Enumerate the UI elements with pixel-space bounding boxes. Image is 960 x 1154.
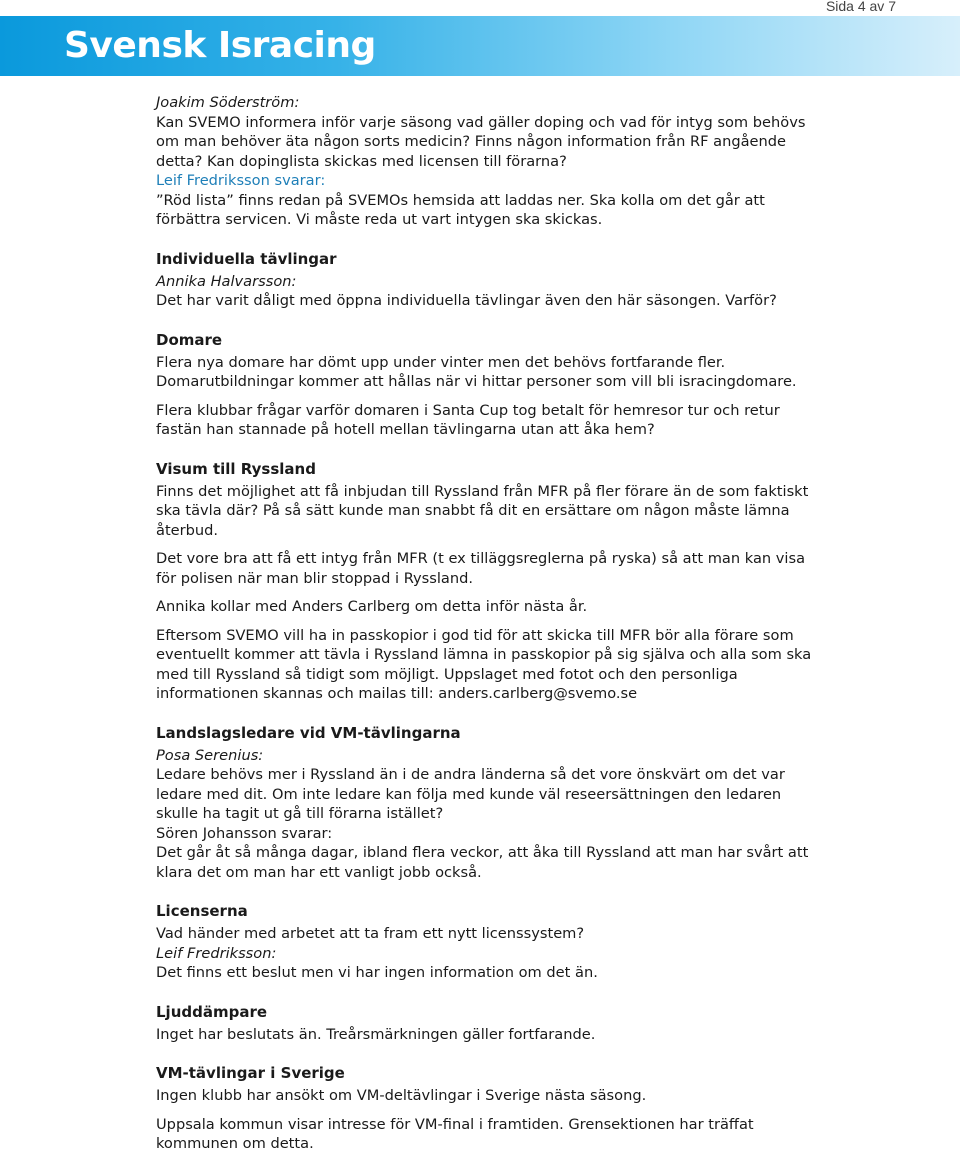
section-domare [156, 329, 826, 440]
section-heading: Visum till Ryssland [156, 459, 316, 478]
section-text: Inget har beslutats än. Treårsmärkningen gäller fortfarande. [156, 1025, 596, 1043]
responder-name: Leif Fredriksson svarar: [156, 172, 326, 189]
section-visum [156, 458, 826, 704]
page-number: Sida 4 av 7 [825, 0, 896, 14]
section-heading: Licenserna [156, 902, 248, 920]
section-paragraph: Eftersom SVEMO vill ha in passkopior i god tid för att skicka till MFR bör alla förare som eventuellt kommer att tävla i Ryssland lämna in passkopior på sig själva och alla som ska med till Ryssland så tidigt som möjligt. Uppslaget med fotot och den personliga informationen skannas och mailas till: anders.carlberg@svemo.se [156, 626, 812, 702]
section-individuella [156, 248, 826, 311]
section-ljuddampare [156, 1001, 826, 1045]
section-answer: Det finns ett beslut men vi har ingen information om det än. [156, 964, 598, 981]
section-question: Vad händer med arbetet att ta fram ett nytt licenssystem? [156, 925, 585, 942]
section-paragraph: Flera klubbar frågar varför domaren i Santa Cup tog betalt för hemresor tur och retur fastän han stannade på hotell mellan tävlingarna utan att åka hem? [156, 401, 780, 438]
speaker-name: Annika Halvarsson: [156, 272, 297, 290]
section-paragraph: Det vore bra att få ett intyg från MFR (t ex tilläggsreglerna på ryska) så att man kan visa för polisen när man blir stoppad i Ryssland. [156, 550, 806, 587]
section-licenserna [156, 900, 826, 983]
section-paragraph: Ingen klubb har ansökt om VM-deltävlingar i Sverige nästa säsong. [156, 1087, 647, 1104]
intro-answer: ”Röd lista” finns redan på SVEMOs hemsida att laddas ner. Ska kolla om det går att förbättra servicen. Vi måste reda ut vart intygen ska skickas. [156, 191, 765, 228]
section-paragraph: Annika kollar med Anders Carlberg om detta inför nästa år. [156, 598, 588, 615]
document-body [156, 93, 826, 1154]
section-paragraph: Finns det möjlighet att få inbjudan till Ryssland från MFR på fler förare än de som faktiskt ska tävla där? På så sätt kunde man snabbt få dit en ersättare om någon måste lämna återbud. [156, 482, 809, 539]
section-heading: Landslagsledare vid VM-tävlingarna [156, 723, 461, 742]
section-heading: Domare [156, 330, 223, 349]
intro-question: Kan SVEMO informera inför varje säsong vad gäller doping och vad för intyg som behövs om man behöver äta någon sorts medicin? Finns någon information från RF angående detta? Kan dopinglista skickas med licensen till förarna? [156, 113, 806, 170]
speaker-name: Joakim Söderström: [156, 94, 300, 111]
section-heading: Individuella tävlingar [156, 249, 337, 268]
responder-name: Sören Johansson svarar: [156, 824, 333, 842]
page-title: Svensk Isracing [64, 25, 376, 66]
section-vm-sverige [156, 1062, 826, 1154]
section-paragraph: Uppsala kommun visar intresse för VM-final i framtiden. Grensektionen har träffat kommunen om detta. [156, 1115, 754, 1152]
section-text: Det har varit dåligt med öppna individuella tävlingar även den här säsongen. Varför? [156, 292, 777, 309]
section-landslag [156, 722, 826, 883]
section-heading: Ljuddämpare [156, 1002, 268, 1021]
speaker-name: Leif Fredriksson: [156, 944, 277, 962]
section-question: Ledare behövs mer i Ryssland än i de andra länderna så det vore önskvärt om det var ledare med dit. Om inte ledare kan följa med kunde väl reseersättningen den ledaren skulle ha tagit ut gå till förarna istället? [156, 766, 785, 822]
section-answer: Det går åt så många dagar, ibland flera veckor, att åka till Ryssland att man har svårt att klara det om man har ett vanligt jobb också. [156, 844, 809, 881]
intro-block [156, 93, 826, 230]
section-heading: VM-tävlingar i Sverige [156, 1064, 345, 1082]
speaker-name: Posa Serenius: [156, 746, 264, 764]
section-paragraph: Flera nya domare har dömt upp under vinter men det behövs fortfarande fler. Domarutbildningar kommer att hållas när vi hittar personer som vill bli isracingdomare. [156, 353, 797, 390]
